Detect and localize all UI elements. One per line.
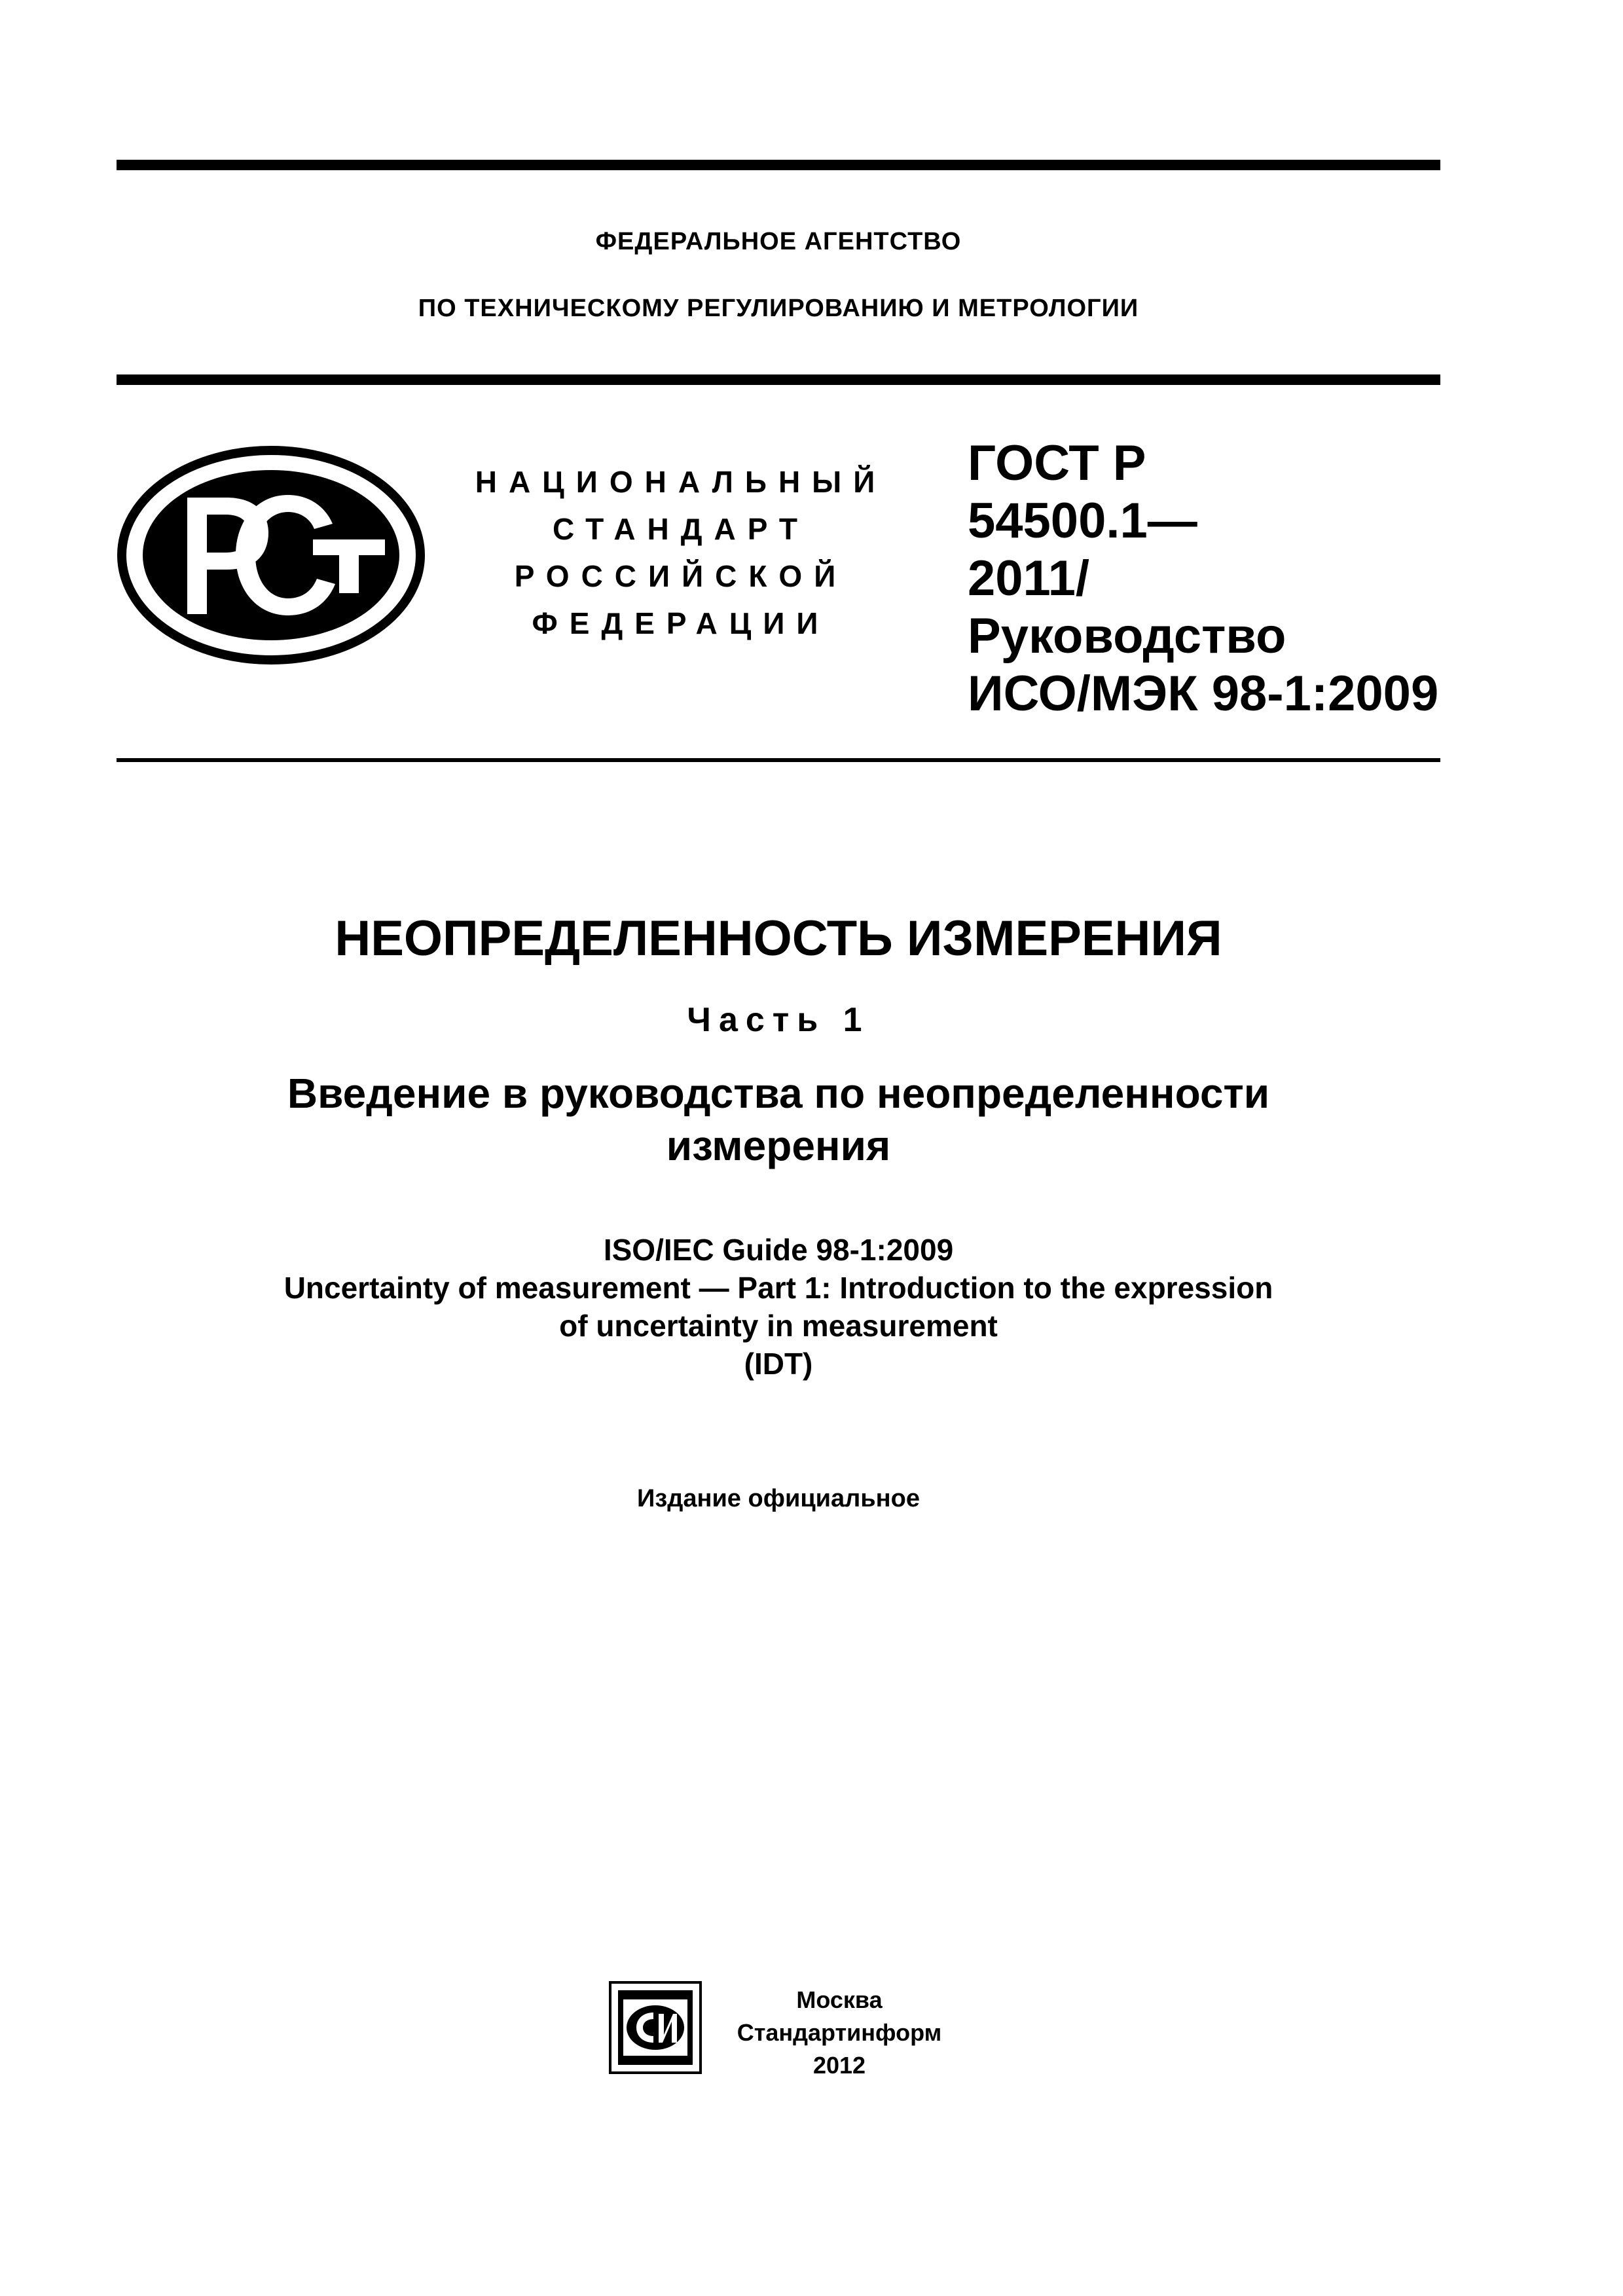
edition-label: Издание официальное xyxy=(637,1485,920,1512)
national-standard-line: РОССИЙСКОЙ xyxy=(514,559,848,593)
designation-line: 2011/ xyxy=(968,551,1089,606)
publisher-city: Москва xyxy=(796,1986,883,2013)
subtitle-line: измерения xyxy=(666,1122,891,1169)
document-title: НЕОПРЕДЕЛЕННОСТЬ ИЗМЕРЕНИЯ xyxy=(335,911,1222,966)
national-standard-line: НАЦИОНАЛЬНЫЙ xyxy=(475,465,887,499)
english-title-block xyxy=(117,1231,1440,1383)
standartinform-logo-icon xyxy=(608,1980,703,2075)
standard-designation xyxy=(968,435,1439,723)
designation-line: ГОСТ Р xyxy=(968,435,1146,491)
agency-line-1: ФЕДЕРАЛЬНОЕ АГЕНТСТВО xyxy=(595,228,962,255)
national-standard-line: СТАНДАРТ xyxy=(553,512,809,546)
national-standard-block xyxy=(452,458,910,647)
publication-year: 2012 xyxy=(812,2052,866,2079)
lower-rule xyxy=(117,758,1440,762)
rst-emblem-icon xyxy=(117,445,426,665)
english-line: (IDT) xyxy=(744,1347,813,1381)
publisher-name: Стандартинформ xyxy=(737,2019,942,2046)
english-line: Uncertainty of measurement — Part 1: Introduction to the expression xyxy=(283,1271,1273,1305)
middle-rule xyxy=(117,374,1440,385)
national-standard-line: ФЕДЕРАЦИИ xyxy=(532,606,830,640)
designation-line: 54500.1— xyxy=(968,493,1197,549)
designation-line: ИСО/МЭК 98-1:2009 xyxy=(968,666,1439,721)
top-rule xyxy=(117,160,1440,170)
english-line: ISO/IEC Guide 98-1:2009 xyxy=(603,1233,954,1267)
subtitle-line: Введение в руководства по неопределенности xyxy=(287,1070,1270,1117)
english-line: of uncertainty in measurement xyxy=(559,1309,998,1343)
designation-line: Руководство xyxy=(968,608,1286,664)
agency-line-2: ПО ТЕХНИЧЕСКОМУ РЕГУЛИРОВАНИЮ И МЕТРОЛОГИИ xyxy=(418,295,1139,322)
document-subtitle xyxy=(117,1067,1440,1172)
publisher-block xyxy=(728,1984,951,2082)
document-part: Часть 1 xyxy=(687,1001,870,1039)
